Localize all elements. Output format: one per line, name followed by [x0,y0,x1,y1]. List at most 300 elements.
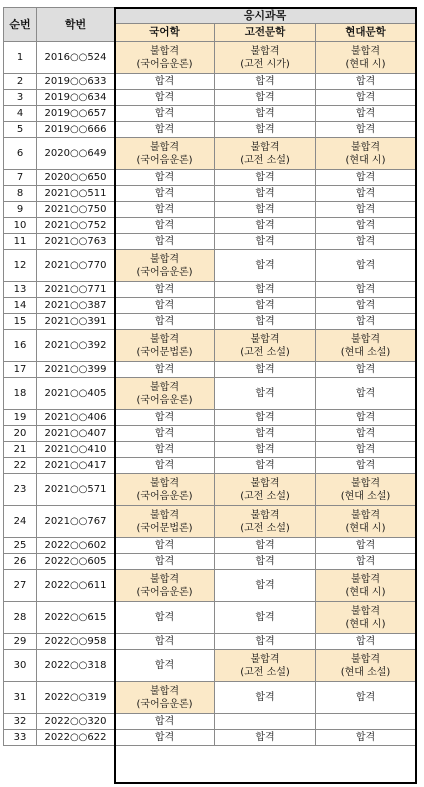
student-id: 2020○○649 [37,138,115,170]
result-cell [115,186,215,202]
table-row [4,250,416,282]
result-cell [316,410,416,426]
result-status: 합격 [255,692,275,703]
result-cell [316,90,416,106]
row-number: 33 [4,730,37,746]
student-id: 2021○○405 [37,378,115,410]
student-id: 2019○○657 [37,106,115,122]
table-row [4,202,416,218]
result-cell [215,122,316,138]
result-status: 합격 [154,236,175,247]
result-status: 합격 [154,428,175,439]
table-row [4,458,416,474]
results-body [4,42,416,746]
result-cell [215,282,316,298]
result-cell [215,538,316,554]
result-cell [215,426,316,442]
student-id: 2021○○771 [37,282,115,298]
row-number: 26 [4,554,37,570]
result-status: 합격 [355,460,376,471]
result-status: 합격 [355,300,376,311]
result-status: 합격 [355,284,376,295]
table-row [4,314,416,330]
result-status: 합격 [255,732,275,743]
result-cell [215,458,316,474]
student-id: 2021○○417 [37,458,115,474]
header-subject-modern-literature: 현대문학 [316,24,416,42]
result-status: 합격 [154,460,175,471]
result-status: 합격 [255,444,275,455]
result-cell [316,362,416,378]
result-cell [215,362,316,378]
result-status: 합격 [255,580,275,591]
row-number: 11 [4,234,37,250]
result-status: 불합격 [150,509,179,521]
result-cell [115,218,215,234]
result-cell [215,714,316,730]
failed-area-detail: (현대 시) [345,58,386,70]
result-cell [316,458,416,474]
row-number: 32 [4,714,37,730]
result-cell [316,138,416,170]
result-cell [316,218,416,234]
result-status: 합격 [154,612,175,623]
row-number: 22 [4,458,37,474]
result-status: 합격 [154,732,175,743]
row-number: 25 [4,538,37,554]
result-status: 합격 [255,260,275,271]
result-cell [316,442,416,458]
table-row [4,90,416,106]
row-number: 21 [4,442,37,458]
result-cell [215,218,316,234]
result-cell [316,650,416,682]
student-id: 2020○○650 [37,170,115,186]
result-status: 합격 [255,300,275,311]
student-id: 2021○○392 [37,330,115,362]
result-status: 합격 [154,636,175,647]
result-status: 합격 [154,444,175,455]
result-status: 합격 [154,412,175,423]
student-id: 2021○○770 [37,250,115,282]
student-id: 2022○○615 [37,602,115,634]
result-status: 불합격 [250,333,280,345]
failed-area-detail: (국어음운론) [136,266,193,278]
failed-area-detail: (국어음운론) [136,698,193,710]
result-status: 합격 [255,612,275,623]
result-status: 불합격 [351,653,380,665]
row-number: 15 [4,314,37,330]
result-status: 합격 [255,236,275,247]
result-status: 합격 [255,92,275,103]
result-cell [316,570,416,602]
result-status: 합격 [154,204,175,215]
result-status: 합격 [154,172,175,183]
table-row [4,298,416,314]
result-cell [215,650,316,682]
result-cell [316,634,416,650]
result-status: 합격 [255,188,275,199]
result-status: 합격 [255,316,275,327]
result-status: 합격 [154,556,175,567]
result-cell [215,682,316,714]
student-id: 2022○○602 [37,538,115,554]
result-status: 합격 [255,412,275,423]
table-row [4,474,416,506]
result-status: 합격 [355,556,376,567]
row-number: 18 [4,378,37,410]
result-status: 합격 [355,732,376,743]
result-status: 합격 [154,92,175,103]
result-cell [115,442,215,458]
table-row [4,106,416,122]
result-cell [115,90,215,106]
result-cell [215,330,316,362]
row-number: 2 [4,74,37,90]
failed-area-detail: (현대 시) [345,522,386,534]
student-id: 2022○○622 [37,730,115,746]
result-cell [215,186,316,202]
student-id: 2021○○767 [37,506,115,538]
result-status: 합격 [255,204,275,215]
result-cell [115,714,215,730]
table-row [4,378,416,410]
failed-area-detail: (현대 시) [345,154,386,166]
student-id: 2022○○320 [37,714,115,730]
result-status: 합격 [154,108,175,119]
result-status: 불합격 [351,605,380,617]
row-number: 4 [4,106,37,122]
result-cell [115,538,215,554]
result-status: 합격 [355,412,376,423]
result-cell [215,202,316,218]
result-cell [115,554,215,570]
row-number: 31 [4,682,37,714]
result-cell [316,538,416,554]
result-cell [115,474,215,506]
result-cell [115,330,215,362]
result-status: 합격 [355,236,376,247]
result-status: 합격 [355,92,376,103]
row-number: 28 [4,602,37,634]
failed-area-detail: (현대 소설) [340,490,391,502]
result-status: 불합격 [351,509,380,521]
result-status: 합격 [355,388,376,399]
student-id: 2021○○571 [37,474,115,506]
result-cell [215,138,316,170]
result-cell [115,602,215,634]
result-cell [115,506,215,538]
result-status: 합격 [355,172,376,183]
student-id: 2022○○318 [37,650,115,682]
row-number: 3 [4,90,37,106]
result-status: 합격 [154,188,175,199]
result-cell [115,458,215,474]
failed-area-detail: (현대 시) [345,618,386,630]
result-cell [316,682,416,714]
result-cell [115,250,215,282]
header-subject-classical-literature: 고전문학 [215,24,316,42]
result-cell [316,42,416,74]
failed-area-detail: (현대 소설) [340,666,391,678]
student-id: 2021○○750 [37,202,115,218]
result-cell [115,170,215,186]
result-status: 합격 [355,204,376,215]
failed-area-detail: (국어음운론) [136,58,193,70]
result-status: 합격 [255,540,275,551]
result-cell [115,730,215,746]
table-row [4,538,416,554]
table-row [4,170,416,186]
result-cell [215,74,316,90]
result-cell [215,250,316,282]
result-cell [115,202,215,218]
result-status: 불합격 [250,509,280,521]
row-number: 30 [4,650,37,682]
result-status: 불합격 [150,253,179,265]
result-cell [115,298,215,314]
row-number: 29 [4,634,37,650]
result-status: 불합격 [150,685,179,697]
result-status: 불합격 [351,333,380,345]
failed-area-detail: (현대 소설) [340,346,391,358]
table-row [4,634,416,650]
result-status: 합격 [255,108,275,119]
row-number: 1 [4,42,37,74]
result-status: 합격 [154,540,175,551]
table-row [4,442,416,458]
result-status: 불합격 [150,141,179,153]
result-status: 합격 [255,364,275,375]
failed-area-detail: (국어음운론) [136,154,193,166]
result-cell [115,634,215,650]
table-row [4,138,416,170]
table-row [4,74,416,90]
failed-area-detail: (고전 소설) [240,154,290,166]
result-status: 합격 [355,444,376,455]
failed-area-detail: (국어문법론) [136,346,193,358]
result-status: 합격 [355,220,376,231]
result-cell [215,474,316,506]
failed-area-detail: (현대 시) [345,586,386,598]
failed-area-detail: (고전 소설) [240,522,290,534]
result-cell [316,170,416,186]
result-status: 합격 [154,716,175,727]
result-status: 불합격 [150,381,179,393]
row-number: 13 [4,282,37,298]
row-number: 24 [4,506,37,538]
table-row [4,506,416,538]
result-cell [215,442,316,458]
row-number: 27 [4,570,37,602]
table-row [4,282,416,298]
result-status: 합격 [154,316,175,327]
result-status: 합격 [355,188,376,199]
result-status: 합격 [154,364,175,375]
result-status: 합격 [154,300,175,311]
result-cell [316,426,416,442]
row-number: 16 [4,330,37,362]
exam-results-table [3,7,416,746]
result-cell [115,122,215,138]
table-row [4,186,416,202]
row-number: 7 [4,170,37,186]
result-status: 합격 [355,692,376,703]
result-cell [215,298,316,314]
result-status: 합격 [355,540,376,551]
result-status: 합격 [255,460,275,471]
row-number: 12 [4,250,37,282]
result-cell [115,570,215,602]
result-cell [316,602,416,634]
row-number: 5 [4,122,37,138]
student-id: 2019○○633 [37,74,115,90]
result-cell [215,506,316,538]
student-id: 2021○○407 [37,426,115,442]
student-id: 2021○○511 [37,186,115,202]
result-cell [316,730,416,746]
header-subjects-group: 응시과목 [115,8,416,24]
result-cell [316,474,416,506]
table-row [4,570,416,602]
result-cell [115,314,215,330]
result-cell [316,554,416,570]
result-status: 합격 [154,660,175,671]
result-status: 불합격 [351,573,380,585]
failed-area-detail: (국어음운론) [136,586,193,598]
table-row [4,42,416,74]
result-status: 합격 [355,428,376,439]
result-cell [115,426,215,442]
result-cell [316,250,416,282]
result-status: 합격 [355,76,376,87]
failed-area-detail: (고전 소설) [240,490,290,502]
result-cell [316,298,416,314]
result-cell [115,234,215,250]
result-status: 합격 [255,636,275,647]
student-id: 2021○○763 [37,234,115,250]
result-cell [215,90,316,106]
result-cell [215,602,316,634]
student-id: 2021○○391 [37,314,115,330]
result-status: 합격 [355,316,376,327]
student-id: 2022○○319 [37,682,115,714]
result-cell [115,282,215,298]
result-cell [215,42,316,74]
failed-area-detail: (국어문법론) [136,522,193,534]
table-row [4,730,416,746]
result-cell [115,682,215,714]
student-id: 2021○○399 [37,362,115,378]
row-number: 23 [4,474,37,506]
header-student-id: 학번 [37,8,115,42]
row-number: 9 [4,202,37,218]
result-cell [316,330,416,362]
row-number: 19 [4,410,37,426]
student-id: 2019○○666 [37,122,115,138]
table-row [4,602,416,634]
failed-area-detail: (고전 소설) [240,666,290,678]
result-status: 불합격 [150,573,179,585]
result-status: 합격 [255,124,275,135]
result-cell [115,138,215,170]
row-number: 17 [4,362,37,378]
row-number: 20 [4,426,37,442]
result-cell [215,234,316,250]
student-id: 2022○○958 [37,634,115,650]
table-row [4,650,416,682]
result-cell [316,378,416,410]
result-status: 불합격 [250,141,280,153]
result-cell [115,42,215,74]
table-row [4,218,416,234]
result-cell [215,378,316,410]
result-status: 불합격 [150,45,179,57]
table-row [4,330,416,362]
result-status: 불합격 [351,45,380,57]
row-number: 8 [4,186,37,202]
result-cell [115,74,215,90]
row-number: 10 [4,218,37,234]
result-status: 불합격 [351,477,380,489]
row-number: 14 [4,298,37,314]
result-cell [215,410,316,426]
result-cell [215,554,316,570]
result-cell [316,122,416,138]
result-cell [316,714,416,730]
result-status: 불합격 [250,653,280,665]
result-cell [215,730,316,746]
result-status: 합격 [355,636,376,647]
student-id: 2021○○387 [37,298,115,314]
result-cell [115,106,215,122]
result-status: 합격 [255,76,275,87]
row-number: 6 [4,138,37,170]
result-status: 합격 [154,76,175,87]
result-cell [115,378,215,410]
failed-area-detail: (국어음운론) [136,394,193,406]
header-subject-korean-linguistics: 국어학 [115,24,215,42]
result-status: 합격 [355,364,376,375]
result-status: 불합격 [150,333,179,345]
result-cell [316,186,416,202]
failed-area-detail: (고전 시가) [240,58,290,70]
result-status: 합격 [255,284,275,295]
failed-area-detail: (고전 소설) [240,346,290,358]
student-id: 2022○○605 [37,554,115,570]
result-status: 합격 [355,124,376,135]
table-row [4,682,416,714]
table-row [4,234,416,250]
result-cell [215,170,316,186]
result-status: 합격 [255,220,275,231]
student-id: 2021○○752 [37,218,115,234]
student-id: 2022○○611 [37,570,115,602]
result-cell [115,362,215,378]
result-status: 불합격 [250,45,280,57]
student-id: 2021○○406 [37,410,115,426]
result-cell [215,106,316,122]
result-status: 불합격 [351,141,380,153]
result-status: 합격 [255,556,275,567]
result-cell [115,410,215,426]
results-table-container [3,7,416,746]
result-cell [215,314,316,330]
result-status: 합격 [255,388,275,399]
header-no: 순번 [4,8,37,42]
result-status: 불합격 [250,477,280,489]
result-status: 합격 [154,284,175,295]
